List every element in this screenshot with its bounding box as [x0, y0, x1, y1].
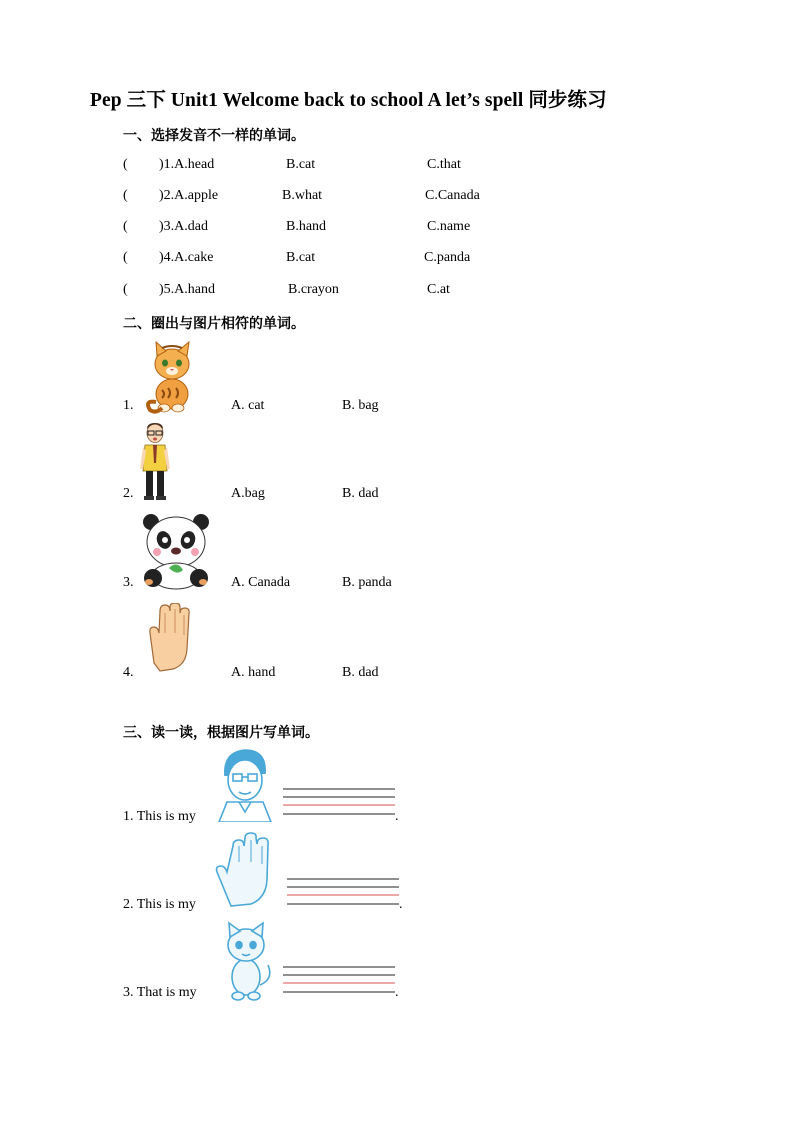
cat-outline-icon — [218, 921, 274, 1001]
section-3-heading: 三、读一读，根据图片写单词。 — [123, 725, 319, 741]
cat-icon — [142, 340, 198, 414]
option-a[interactable]: A.bag — [231, 486, 265, 501]
question-option-c: C.panda — [424, 250, 471, 265]
hand-icon — [142, 603, 194, 675]
question-option-b: B.what — [282, 188, 323, 203]
answer-paren[interactable]: ( — [123, 250, 128, 265]
question-option-c: C.name — [427, 219, 471, 234]
answer-paren[interactable]: ( — [123, 157, 128, 172]
man-icon — [137, 421, 173, 501]
question-option-b: B.crayon — [288, 282, 339, 297]
answer-paren[interactable]: ( — [123, 219, 128, 234]
sentence-end: . — [395, 985, 399, 1000]
option-b[interactable]: B. panda — [342, 575, 392, 590]
answer-paren[interactable]: ( — [123, 282, 128, 297]
sentence-text: 2. This is my — [123, 897, 196, 912]
item-number: 4. — [123, 665, 134, 680]
question-option-a: )3.A.dad — [159, 219, 208, 234]
option-b[interactable]: B. dad — [342, 486, 379, 501]
option-a[interactable]: A. hand — [231, 665, 276, 680]
sentence-text: 3. That is my — [123, 985, 197, 1000]
sentence-end: . — [399, 897, 403, 912]
section-1-heading: 一、选择发音不一样的单词。 — [123, 128, 305, 144]
question-option-b: B.hand — [286, 219, 327, 234]
question-option-a: )4.A.cake — [159, 250, 214, 265]
question-option-a: )2.A.apple — [159, 188, 219, 203]
page-title: Pep 三下 Unit1 Welcome back to school A let’s spell 同步练习 — [90, 90, 607, 111]
question-option-c: C.that — [427, 157, 461, 172]
question-option-a: )1.A.head — [159, 157, 215, 172]
sentence-text: 1. This is my — [123, 809, 196, 824]
item-number: 1. — [123, 398, 134, 413]
sentence-end: . — [395, 809, 399, 824]
hand-outline-icon — [215, 832, 281, 912]
item-number: 2. — [123, 486, 134, 501]
panda-icon — [139, 512, 213, 590]
question-option-c: C.at — [427, 282, 450, 297]
option-b[interactable]: B. bag — [342, 398, 379, 413]
option-a[interactable]: A. cat — [231, 398, 265, 413]
writing-lines[interactable] — [283, 965, 395, 995]
item-number: 3. — [123, 575, 134, 590]
writing-lines[interactable] — [287, 877, 399, 907]
answer-paren[interactable]: ( — [123, 188, 128, 203]
option-a[interactable]: A. Canada — [231, 575, 291, 590]
question-option-a: )5.A.hand — [159, 282, 215, 297]
option-b[interactable]: B. dad — [342, 665, 379, 680]
question-option-b: B.cat — [286, 157, 316, 172]
father-icon — [217, 746, 275, 822]
question-option-b: B.cat — [286, 250, 316, 265]
question-option-c: C.Canada — [425, 188, 480, 203]
section-2-heading: 二、圈出与图片相符的单词。 — [123, 316, 305, 332]
writing-lines[interactable] — [283, 787, 395, 817]
